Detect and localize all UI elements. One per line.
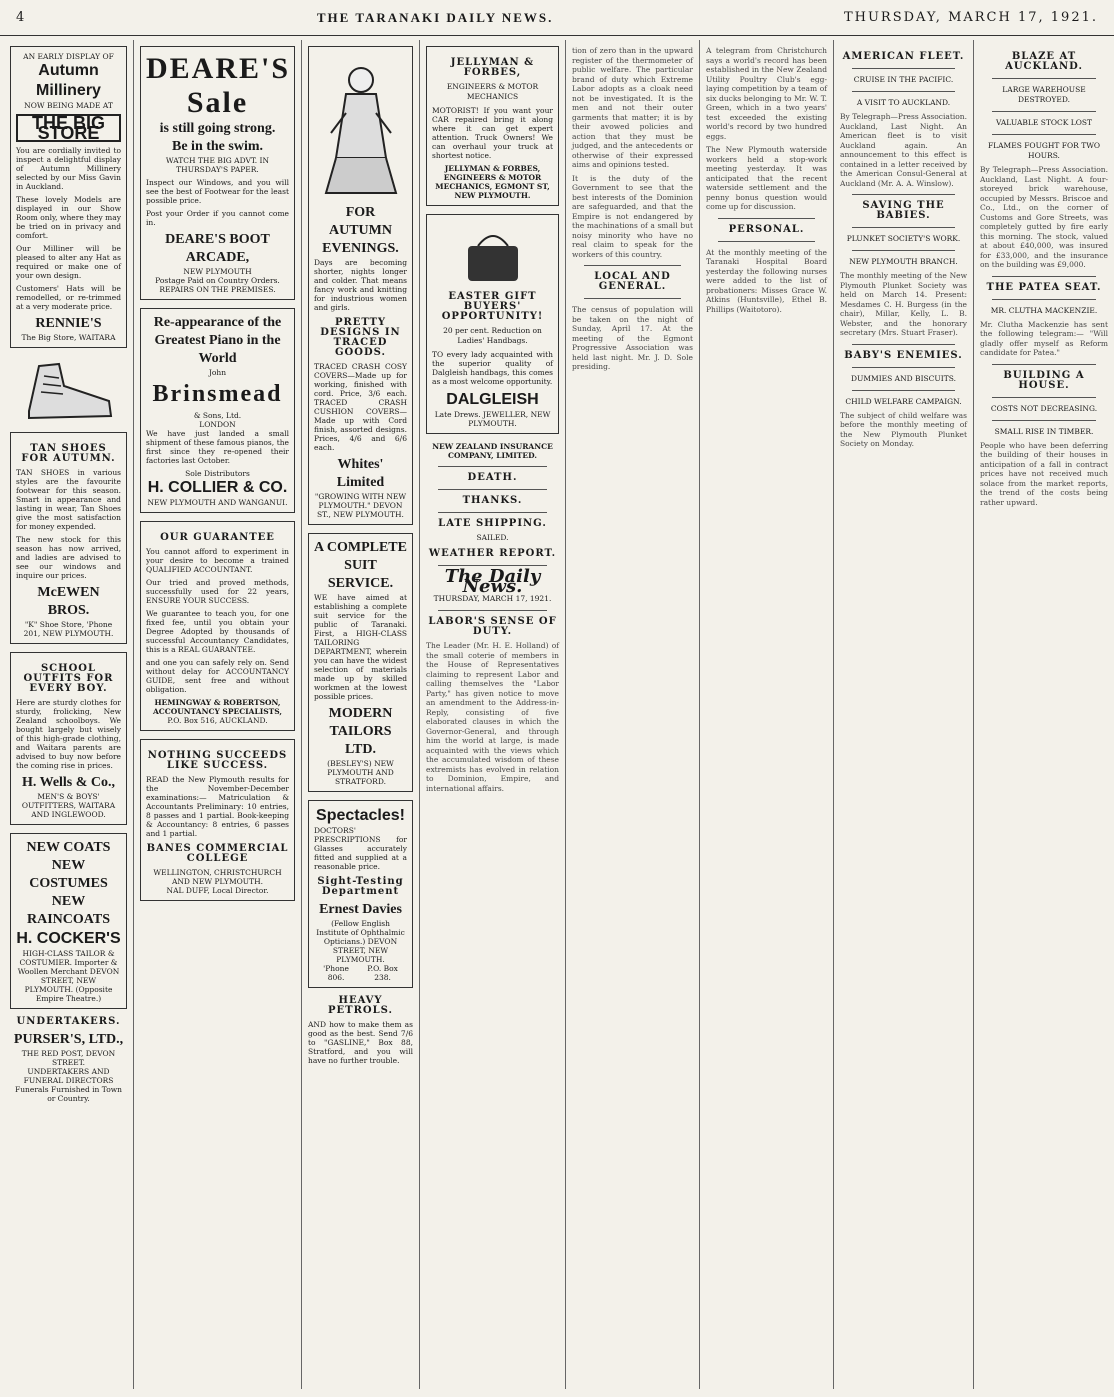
house-sub1: COSTS NOT DECREASING. [990, 403, 1098, 413]
pursers-addr: THE RED POST, DEVON STREET. [21, 1049, 116, 1067]
deares-title: DEARE'S [146, 52, 291, 85]
modern-tailors-ad [308, 533, 413, 792]
patea-text: Mr. Clutha Mackenzie has sent the following telegram:— "Will gladly offer myself as Reform candidate for Patea." [980, 319, 1108, 357]
nothing-head: NOTHING SUCCEEDS LIKE SUCCESS. [147, 750, 288, 771]
modern-sub: (BESLEY'S) NEW PLYMOUTH AND STRATFORD. [327, 759, 394, 786]
jellyman-ad [426, 46, 559, 206]
insurance-head: NEW ZEALAND INSURANCE COMPANY, LIMITED. [432, 442, 553, 460]
issue-date: THURSDAY, MARCH 17, 1921. [843, 10, 1098, 25]
ad-milliner: Our Milliner will be pleased to alter any Hat as required or make one of your own design. [16, 244, 121, 280]
shipping-head: LATE SHIPPING. [438, 518, 547, 529]
ernest-phone: 'Phone 806. [323, 964, 349, 982]
handbag-icon [458, 226, 528, 286]
ernest-name: Ernest Davies [319, 902, 402, 917]
weather-head: WEATHER REPORT. [428, 548, 557, 559]
spectacles-head: Spectacles! [316, 807, 405, 824]
ad-millinery: Millinery [36, 82, 101, 99]
brinsmead-sub: & Sons, Ltd. [193, 411, 242, 420]
ernest-box: P.O. Box 238. [367, 964, 398, 982]
ad-on-display: NOW BEING MADE AT [24, 101, 113, 110]
post-order-text: Post your Order if you cannot come in. [146, 209, 289, 227]
blaze-sub1: LARGE WAREHOUSE DESTROYED. [1002, 85, 1086, 104]
banes-foot: NAL DUFF, Local Director. [166, 886, 269, 895]
deares-boot-name: DEARE'S BOOT ARCADE, [165, 232, 270, 265]
autumn-evenings-head: FOR AUTUMN EVENINGS. [322, 205, 399, 256]
patea-head: THE PATEA SEAT. [986, 281, 1102, 293]
piano-text: We have just landed a small shipment of these famous pianos, the first since they re-opened their factories last October. [146, 429, 289, 465]
cocker-sub: HIGH-CLASS TAILOR & COSTUMIER. Importer & Woollen Merchant DEVON STREET, NEW PLYMOUTH. (Opposite Empire Theatre.) [17, 949, 120, 1003]
jellyman-text: MOTORIST! If you want your CAR repaired bring it along where it can get expert attention. Truck Owners! We can overhaul your truck at shortest notice. [432, 106, 553, 160]
sale-title: Sale [186, 86, 249, 119]
collier-name: H. COLLIER & CO. [147, 479, 288, 496]
house-head: BUILDING A HOUSE. [1003, 369, 1085, 391]
woman-sewing-icon [316, 58, 406, 198]
petrol-head: HEAVY PETROLS. [328, 995, 393, 1016]
babies-sub1: PLUNKET SOCIETY'S WORK. [846, 234, 961, 243]
mcewen-addr: "K" Shoe Store, 'Phone 201, NEW PLYMOUTH. [23, 620, 114, 638]
patea-sub: MR. CLUTHA MACKENZIE. [990, 305, 1098, 315]
ad-models: These lovely Models are displayed in our Show Room only, where they may be tried on in privacy and comfort. [16, 195, 121, 240]
enemies-head: BABY'S ENEMIES. [844, 349, 963, 361]
ad-invite: You are cordially invited to inspect a delightful display of Autumn Millinery selected by our Miss Gavin in Auckland. [16, 146, 121, 191]
costumes: NEW COSTUMES [29, 858, 108, 891]
paper-title: THE TARANAKI DAILY NEWS. [316, 9, 554, 25]
whites-ad [308, 46, 413, 525]
pretty-designs-head: PRETTY DESIGNS IN TRACED GOODS. [320, 317, 401, 358]
john-label: John [208, 368, 227, 377]
col6-text-2: The New Plymouth waterside workers held a stop-work meeting yesterday. It was anticipated that the recent waterside settlement and the penny bonus question would come up for discussion. [706, 145, 827, 211]
personal-text: At the monthly meeting of the Taranaki Hospital Board yesterday the following nurses were added to the list of probationers: Misses Grace W. Atkins (Huntsville), Ethel B. Phillips (Waitotoro). [706, 247, 827, 314]
london-label: LONDON [199, 420, 236, 429]
tan-shoes-ad [10, 432, 127, 644]
blaze-head: BLAZE AT AUCKLAND. [1005, 51, 1083, 72]
ad-remodel: Customers' Hats will be remodelled, or re-trimmed at a very moderate price. [16, 284, 121, 311]
brinsmead-name: Brinsmead [152, 381, 283, 407]
deares-sale-ad [140, 46, 295, 300]
daily-news-title: The Daily News. [444, 566, 541, 597]
mcewen-name: McEWEN BROS. [37, 585, 100, 618]
nothing-succeeds-ad [140, 739, 295, 901]
easter-text: TO every lady acquainted with the superior quality of Dalgleish handbags, this comes as a most welcome opportunity. [432, 350, 553, 386]
petrol-text: AND how to make them as good as the best. Send 7/6 to "GASLINE," Box 88, Stratford, and you will have no further trouble. [308, 1020, 413, 1065]
column-4 [420, 40, 566, 1389]
guarantee-4: and one you can safely rely on. Send without delay for ACCOUNTANCY GUIDE, sent free and without obligation. [146, 658, 289, 694]
house-text: People who have been deferring the building of their houses in anticipation of a fall in contract prices have not received much solace from the market reports, the trend of the costs being rather upward. [980, 440, 1108, 507]
masthead [0, 0, 1114, 36]
guarantee-ad [140, 521, 295, 731]
house-sub2: SMALL RISE IN TIMBER. [994, 426, 1094, 436]
babies-head: SAVING THE BABIES. [862, 200, 945, 221]
fleet-sub1: CRUISE IN THE PACIFIC. [853, 75, 954, 84]
shoe-icon [19, 356, 119, 426]
babies-sub2: NEW PLYMOUTH BRANCH. [849, 257, 958, 266]
swim: Be in the swim. [172, 139, 263, 154]
school-outfits-ad [10, 652, 127, 825]
tan-shoes-text: TAN SHOES in various styles are the favourite footwear for this season. Smart in appearance and lasting in wear, Tan Shoes give the most satisfaction for money expended. [16, 468, 121, 531]
babies-text: The monthly meeting of the New Plymouth Plunket Society was held on March 14. Present: Mesdames C. H. Burgess (in the chair), Millar, Kelly, L. B. Webster, and the honorary secretary (Mrs. Stuart Fraser). [840, 271, 967, 337]
nothing-text: READ the New Plymouth results for the November-December examinations:— Matriculation & Accountants Preliminary: 10 entries, 8 passes and 1 partial. Book-keeping & Accountancy: 8 entries, 6 passes and 1 partial. [146, 775, 289, 838]
jellyman-foot: JELLYMAN & FORBES, ENGINEERS & MOTOR MECHANICS, EGMONT ST, NEW PLYMOUTH. [435, 164, 550, 200]
pursers-sub: UNDERTAKERS AND FUNERAL DIRECTORS [23, 1067, 114, 1085]
fleet-text: By Telegraph—Press Association. Auckland, Last Night. An American fleet is to visit Auckland again. An announcement to this effect is contained in a letter received by the American Consul-General at Auckland (Mr. A. A. Winslow). [840, 112, 967, 188]
guarantee-head: OUR GUARANTEE [160, 532, 275, 543]
guarantee-3: We guarantee to teach you, for one fixed fee, until you obtain your Degree Adopted by thousands of successful Accountancy Candidates, this is a REAL GUARANTEE. [146, 609, 289, 654]
column-8 [974, 40, 1114, 1389]
thanks-head: THANKS. [462, 495, 523, 506]
ernest-sub: (Fellow English Institute of Ophthalmic Opticians.) DEVON STREET, NEW PLYMOUTH. [316, 919, 405, 964]
dalgleish-ad [426, 214, 559, 434]
autumn-evenings-text: Days are becoming shorter, nights longer and colder. That means fancy work and knitting for industrious women and girls. [314, 258, 407, 312]
inspect-text: Inspect our Windows, and you will see the best of Footwear for the least possible price. [146, 178, 289, 205]
column-7 [834, 40, 974, 1389]
enemies-sub1: DUMMIES AND BISCUITS. [851, 373, 956, 383]
collier-addr: NEW PLYMOUTH AND WANGANUI. [147, 498, 288, 507]
easter-head: EASTER GIFT BUYERS' OPPORTUNITY! [441, 291, 544, 322]
suit-head: A COMPLETE SUIT SERVICE. [314, 540, 407, 591]
distributor-label: Sole Distributors [185, 469, 250, 478]
tan-shoes-new: The new stock for this season has now arrived, and ladies are advised to see our windows and inquire our prices. [16, 535, 121, 580]
hemingway-name: HEMINGWAY & ROBERTSON, ACCOUNTANCY SPECIALISTS, [152, 698, 283, 716]
suit-text: WE have aimed at establishing a complete suit service for the public of Taranaki. First, a HIGH-CLASS TAILORING DEPARTMENT, wherein you can have the widest selection of materials made up by skilled workmen at the lowest possible prices. [314, 593, 407, 701]
undertakers-head: UNDERTAKERS. [16, 1016, 121, 1027]
blaze-sub2: VALUABLE STOCK LOST [995, 118, 1093, 127]
big-store-logo: THE BIG STORE [16, 114, 121, 142]
fleet-sub2: A VISIT TO AUCKLAND. [856, 98, 951, 107]
enemies-text: The subject of child welfare was before the monthly meeting of the New Plymouth Plunket Society on Monday. [840, 410, 967, 448]
sailed-head: SAILED. [476, 533, 509, 542]
school-head: SCHOOL OUTFITS FOR EVERY BOY. [23, 663, 114, 694]
local-general-text: The census of population will be taken on the night of Sunday, April 17. At the meeting of the Egmont Progressive Association was held last night. Mr. J. D. Sole presiding. [572, 305, 693, 371]
column-6 [700, 40, 834, 1389]
hemingway-addr: P.O. Box 516, AUCKLAND. [167, 716, 268, 725]
still-going: is still going strong. [159, 121, 276, 136]
death-head: DEATH. [467, 472, 518, 483]
col6-text-1: A telegram from Christchurch says a world's record has been established in the New Zealand Utility Poultry Club's egg-laying competition by a team of six ducks belonging to Mr. W. T. Green, which in a two years' test exceeded the existing world's record by two hundred eggs. [706, 46, 827, 141]
whites-sub: "GROWING WITH NEW PLYMOUTH." DEVON ST., NEW PLYMOUTH. [314, 492, 407, 519]
col5-text-2: It is the duty of the Government to see that the best interests of the Dominion are safeguarded, and that the Empire is not endangered by the machinations of a small but noisy minority who have no real claim to speak for the workers of this country. [572, 173, 693, 259]
school-text: Here are sturdy clothes for sturdy, frolicking, New Zealand schoolboys. We bought largely but wisely of this high-grade clothing, and Waitara parents are advised to buy now before the coming rise in prices. [16, 698, 121, 770]
handbag-illustration [432, 226, 553, 286]
page-number: 4 [16, 10, 27, 25]
fleet-head: AMERICAN FLEET. [842, 51, 965, 62]
wells-sub: MEN'S & BOYS' OUTFITTERS, WAITARA AND INGLEWOOD. [21, 792, 116, 819]
column-2 [134, 40, 302, 1389]
column-3 [302, 40, 420, 1389]
traced-goods-text: TRACED CRASH COSY COVERS—Made up for working, finished with cord. Price, 3/6 each. TRACED CRASH CUSHION COVERS—Made up with Cord finish, assorted designs. Prices, 4/6 and 6/6 each. [314, 362, 407, 452]
guarantee-2: Our tried and proved methods, successfully used for 22 years, ENSURE YOUR SUCCESS. [146, 578, 289, 605]
sight-testing-head: Sight-Testing Department [317, 876, 404, 897]
cocker-name: H. COCKER'S [16, 930, 121, 947]
dalgleish-name: DALGLEISH [446, 391, 539, 408]
editorial-head: LABOR'S SENSE OF DUTY. [428, 616, 557, 637]
column-1 [4, 40, 134, 1389]
dalgleish-sub: Late Drews. JEWELLER, NEW PLYMOUTH. [434, 410, 551, 428]
pursers-name: PURSER'S, LTD., [13, 1032, 124, 1047]
jellyman-name: JELLYMAN & FORBES, [450, 57, 535, 78]
blaze-text: By Telegraph—Press Association. Auckland, Last Night. A four-storeyed brick warehouse, occupied by Messrs. Briscoe and Co., Ltd., on the corner of Customs and Gore Streets, was completely gutted by fire early this morning. The stock, valued at about £40,000, was insured for £33,000, and the insurance on the building was £9,000. [980, 165, 1108, 269]
local-general-head: LOCAL AND GENERAL. [594, 271, 671, 292]
wells-name: H. Wells & Co., [21, 775, 116, 790]
deares-addr: NEW PLYMOUTH [183, 267, 252, 276]
modern-name: MODERN TAILORS LTD. [328, 706, 393, 757]
piano-head: Re-appearance of the Greatest Piano in the World [153, 315, 282, 366]
watch-text: WATCH THE BIG ADVT. IN THURSDAY'S PAPER. [165, 156, 270, 174]
jellyman-sub: ENGINEERS & MOTOR MECHANICS [446, 82, 539, 101]
spectacles-ad [308, 800, 413, 988]
spectacles-sub: DOCTORS' PRESCRIPTIONS for Glasses accurately fitted and supplied at a reasonable price. [314, 826, 407, 871]
pursers-foot: Funerals Furnished in Town or Country. [15, 1085, 122, 1103]
shoe-illustration [10, 356, 127, 426]
editorial-date: THURSDAY, MARCH 17, 1921. [433, 594, 552, 603]
column-5 [566, 40, 700, 1389]
editorial-text: The Leader (Mr. H. E. Holland) of the small coterie of members in the House of Representatives claiming to represent Labor and calling themselves the "Labor Party," has given notice to move an amendment to the Address-in-Reply, consisting of five elaborated clauses in which the Governor-General, and through him the world at large, is made acquainted with the views which the accumulated wisdom of these extremists has evolved in relation to Dominion, Empire, and international affairs. [426, 641, 559, 793]
brinsmead-ad [140, 308, 295, 513]
whites-name: Whites' Limited [336, 457, 385, 490]
easter-sub: 20 per cent. Reduction on Ladies' Handbags. [443, 326, 542, 345]
cocker-ad [10, 833, 127, 1009]
deares-post: Postage Paid on Country Orders. REPAIRS ON THE PREMISES. [155, 276, 280, 294]
guarantee-1: You cannot afford to experiment in your desire to become a trained QUALIFIED ACCOUNTANT. [146, 547, 289, 574]
banes-addr: WELLINGTON, CHRISTCHURCH AND NEW PLYMOUTH. [153, 868, 282, 886]
coats: NEW COATS [26, 840, 111, 855]
raincoats: NEW RAINCOATS [27, 894, 110, 927]
autumn-millinery-ad [10, 46, 127, 348]
rennies-sub: The Big Store, WAITARA [21, 333, 116, 342]
personal-head: PERSONAL. [728, 223, 805, 235]
rennies-name: RENNIE'S [35, 316, 102, 331]
sewing-woman-illustration [314, 58, 407, 198]
tan-shoes-head: TAN SHOES FOR AUTUMN. [21, 443, 116, 464]
ad-autumn: Autumn [38, 62, 99, 79]
ad-intro: AN EARLY DISPLAY OF [23, 52, 114, 61]
enemies-sub2: CHILD WELFARE CAMPAIGN. [845, 396, 962, 406]
col5-text-1: tion of zero than in the upward register of the thermometer of public welfare. The particular brand of duty which Extreme Labor adopts as a cloak need not be investigated. It is the men and not their outer garments that matter; it is by their avowed policies and action that they must be judged, and the antecedents or otherwise of their expressed aims and opinions tested. [572, 46, 693, 169]
banes-head: BANES COMMERCIAL COLLEGE [146, 843, 289, 864]
blaze-sub3: FLAMES FOUGHT FOR TWO HOURS. [987, 141, 1101, 160]
